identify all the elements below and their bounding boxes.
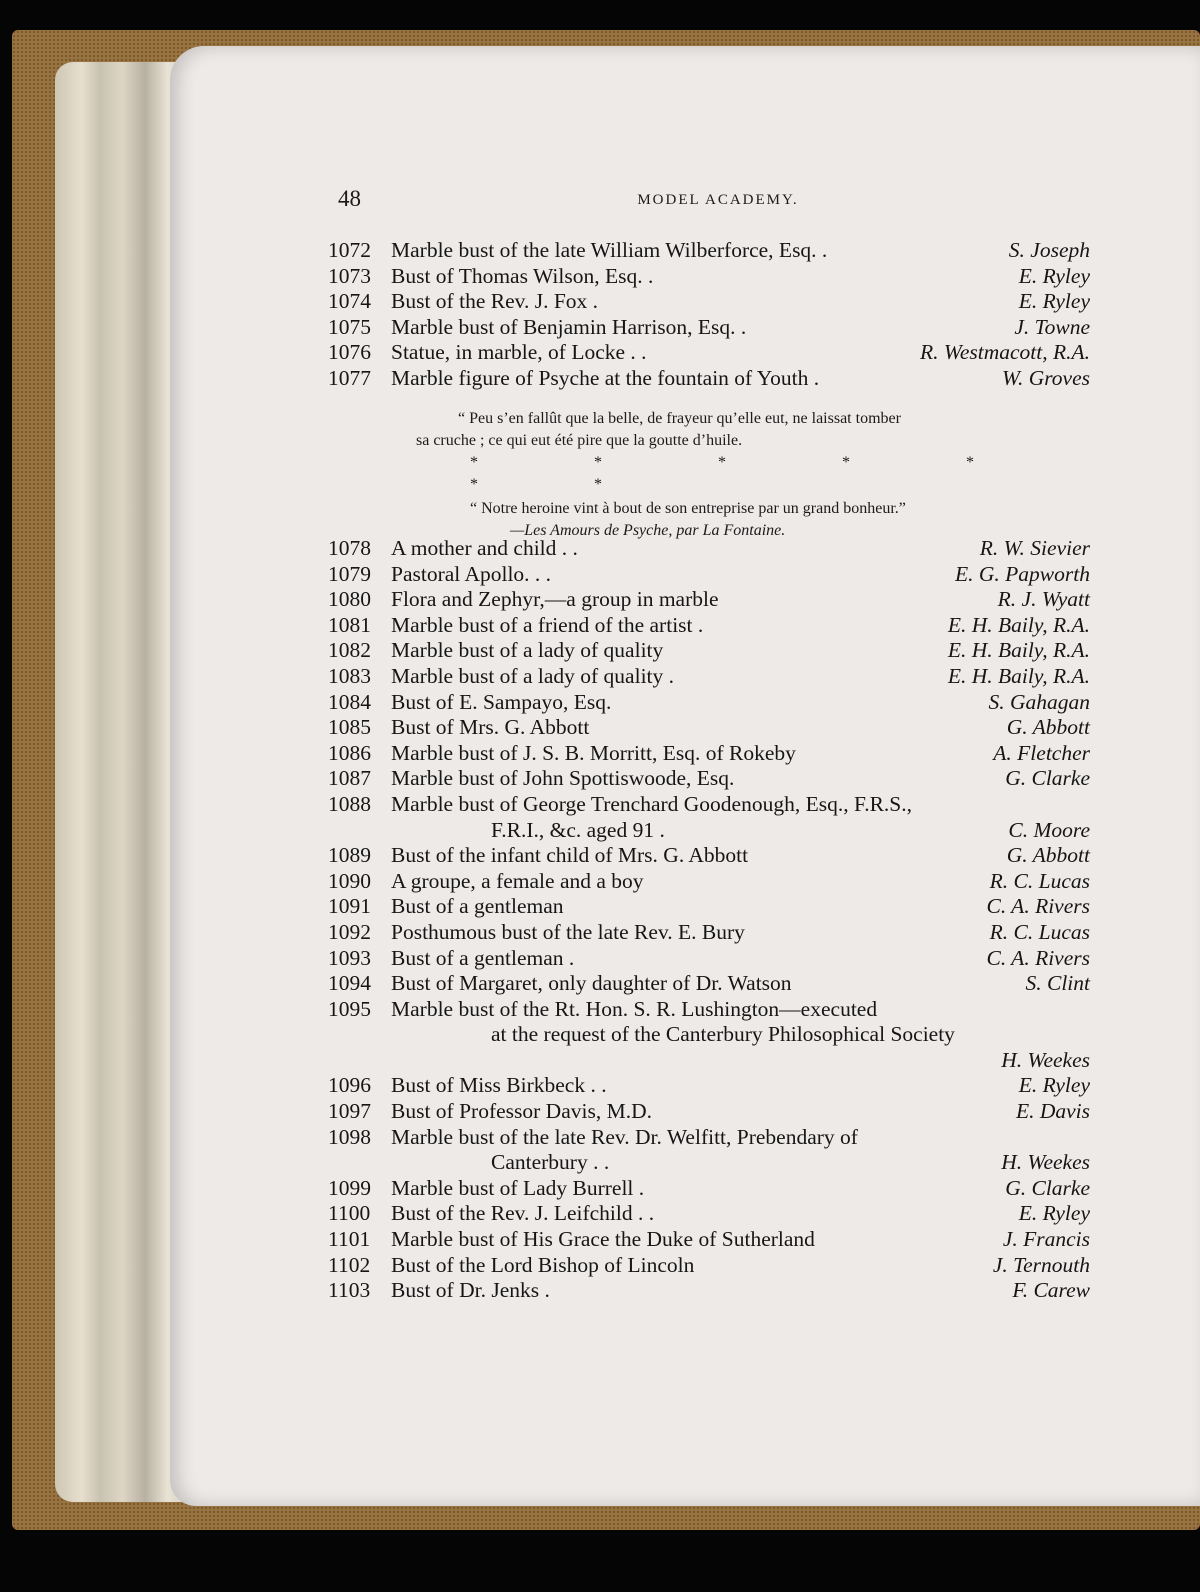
quote-line: sa cruche ; ce qui eut été pire que la goutte d’huile. <box>416 432 743 449</box>
entry-title: Posthumous bust of the late Rev. E. Bury <box>391 919 745 944</box>
catalogue-entry <box>328 1176 1090 1202</box>
catalogue-entry <box>328 562 1090 588</box>
entry-artist: R. W. Sievier <box>979 536 1090 560</box>
entry-artist: A. Fletcher <box>993 740 1090 765</box>
entry-title: Marble bust of a lady of quality <box>391 638 664 663</box>
entry-title: Marble bust of Lady Burrell . <box>391 1175 645 1200</box>
entry-title: Statue, in marble, of Locke . . <box>391 340 647 365</box>
entry-artist: G. Abbott <box>1006 843 1090 868</box>
entry-title: Bust of Professor Davis, M.D. <box>391 1099 652 1124</box>
entry-artist: J. Francis <box>1002 1227 1090 1252</box>
catalogue-entry <box>328 289 1090 315</box>
catalogue-entry <box>328 587 1090 613</box>
entry-artist: R. Westmacott, R.A. <box>920 340 1090 365</box>
entry-artist: J. Ternouth <box>992 1252 1090 1277</box>
catalogue-entry <box>328 638 1090 664</box>
entry-number: 1080 <box>328 587 371 612</box>
entry-number: 1075 <box>328 314 371 339</box>
entry-title: Bust of the infant child of Mrs. G. Abbott <box>391 843 749 868</box>
catalogue-entry <box>328 340 1090 366</box>
catalogue-entries-main <box>328 536 1090 1304</box>
entry-artist: S. Joseph <box>1008 238 1090 262</box>
catalogue-entry <box>328 315 1090 341</box>
quote-stars: * * * * * * * <box>470 454 1030 493</box>
catalogue-entry-continuation <box>328 1048 1090 1074</box>
entry-artist: E. G. Papworth <box>955 561 1090 586</box>
entry-artist: E. H. Baily, R.A. <box>947 638 1090 663</box>
entry-artist: E. H. Baily, R.A. <box>947 663 1090 688</box>
entry-title: Marble bust of a lady of quality . <box>391 663 675 688</box>
entry-number: 1093 <box>328 945 371 970</box>
catalogue-entry <box>328 1125 1090 1151</box>
catalogue-entry <box>328 843 1090 869</box>
catalogue-entry <box>328 1073 1090 1099</box>
entry-number: 1090 <box>328 868 371 893</box>
entry-number: 1101 <box>328 1227 371 1252</box>
entry-number: 1076 <box>328 340 371 365</box>
entry-artist: J. Towne <box>1014 314 1090 339</box>
catalogue-entry <box>328 1253 1090 1279</box>
entry-number: 1084 <box>328 689 371 714</box>
page-number: 48 <box>338 186 361 211</box>
catalogue-entry-continuation <box>328 818 1090 844</box>
quote-attribution: —Les Amours de Psyche, par La Fontaine. <box>510 522 786 539</box>
catalogue-entry <box>328 920 1090 946</box>
entry-title: Marble bust of a friend of the artist . <box>391 612 704 637</box>
entry-artist: C. A. Rivers <box>986 894 1090 919</box>
entry-title: Marble bust of George Trenchard Goodenough, Esq., F.R.S., <box>391 791 913 816</box>
entry-artist: G. Clarke <box>1005 1175 1090 1200</box>
entry-number: 1072 <box>328 238 371 262</box>
entry-title: at the request of the Canterbury Philosophical Society <box>491 1022 955 1047</box>
catalogue-entry-continuation <box>328 1150 1090 1176</box>
entry-title: Bust of Miss Birkbeck . . <box>391 1073 607 1098</box>
catalogue-entry <box>328 536 1090 562</box>
catalogue-entry <box>328 894 1090 920</box>
entry-number: 1082 <box>328 638 371 663</box>
entry-artist: E. Ryley <box>1018 289 1090 314</box>
entry-title: Bust of the Rev. J. Fox . <box>391 289 599 314</box>
entry-title: Bust of the Rev. J. Leifchild . . <box>391 1201 655 1226</box>
entry-artist: E. H. Baily, R.A. <box>947 612 1090 637</box>
catalogue-entry <box>328 690 1090 716</box>
psyche-quotation <box>410 408 1030 542</box>
entry-number: 1074 <box>328 289 371 314</box>
entry-number: 1097 <box>328 1099 371 1124</box>
catalogue-entry <box>328 766 1090 792</box>
catalogue-entry <box>328 1201 1090 1227</box>
quote-line: “ Peu s’en fallût que la belle, de frayeur qu’elle eut, ne laissat tomber <box>458 410 901 427</box>
catalogue-entry <box>328 715 1090 741</box>
entry-number: 1088 <box>328 791 371 816</box>
entry-number: 1095 <box>328 996 371 1021</box>
catalogue-entry <box>328 264 1090 290</box>
entry-artist: C. Moore <box>1008 817 1090 842</box>
entry-number: 1092 <box>328 919 371 944</box>
entry-title: Bust of Mrs. G. Abbott <box>391 715 590 740</box>
entry-artist: H. Weekes <box>1001 1047 1090 1072</box>
entry-title: Marble bust of His Grace the Duke of Sutherland <box>391 1227 815 1252</box>
catalogue-entry <box>328 613 1090 639</box>
entry-number: 1096 <box>328 1073 371 1098</box>
entry-title: Marble bust of the Rt. Hon. S. R. Lushington—executed <box>391 996 878 1021</box>
entry-title: Bust of Margaret, only daughter of Dr. Watson <box>391 971 792 996</box>
entry-artist: S. Gahagan <box>988 689 1090 714</box>
entry-artist: R. J. Wyatt <box>997 587 1090 612</box>
entry-artist: G. Clarke <box>1005 766 1090 791</box>
catalogue-entries-top <box>328 238 1090 392</box>
entry-title: Bust of a gentleman . <box>391 945 575 970</box>
entry-artist: E. Ryley <box>1018 263 1090 288</box>
entry-number: 1078 <box>328 536 371 560</box>
entry-title: Bust of Dr. Jenks . <box>391 1278 550 1303</box>
entry-artist: R. C. Lucas <box>989 868 1090 893</box>
entry-title: Flora and Zephyr,—a group in marble <box>391 587 719 612</box>
entry-title: Pastoral Apollo. . . <box>391 561 552 586</box>
catalogue-entry <box>328 792 1090 818</box>
catalogue-entry <box>328 946 1090 972</box>
entry-title: Marble bust of the late William Wilberforce, Esq. . <box>391 238 828 262</box>
entry-artist: E. Davis <box>1015 1099 1090 1124</box>
catalogue-entry <box>328 1278 1090 1304</box>
catalogue-entry <box>328 741 1090 767</box>
entry-number: 1081 <box>328 612 371 637</box>
catalogue-entry <box>328 869 1090 895</box>
catalogue-entry <box>328 366 1090 392</box>
entry-number: 1091 <box>328 894 371 919</box>
entry-title: Bust of E. Sampayo, Esq. <box>391 689 612 714</box>
entry-title: Marble bust of J. S. B. Morritt, Esq. of Rokeby <box>391 740 796 765</box>
entry-number: 1086 <box>328 740 371 765</box>
entry-title: A mother and child . . <box>391 536 578 560</box>
entry-title: Bust of Thomas Wilson, Esq. . <box>391 263 654 288</box>
entry-number: 1073 <box>328 263 371 288</box>
catalogue-entry <box>328 1227 1090 1253</box>
entry-artist: E. Ryley <box>1018 1073 1090 1098</box>
catalogue-entry <box>328 664 1090 690</box>
entry-title: A groupe, a female and a boy <box>391 868 644 893</box>
catalogue-entry <box>328 997 1090 1023</box>
entry-artist: W. Groves <box>1002 365 1090 390</box>
entry-title: Marble bust of John Spottiswoode, Esq. <box>391 766 735 791</box>
entry-artist: C. A. Rivers <box>986 945 1090 970</box>
entry-artist: G. Abbott <box>1006 715 1090 740</box>
entry-artist: S. Clint <box>1025 971 1090 996</box>
entry-number: 1079 <box>328 561 371 586</box>
entry-number: 1102 <box>328 1252 371 1277</box>
running-head <box>338 186 1098 216</box>
entry-artist: F. Carew <box>1012 1278 1090 1303</box>
entry-title: F.R.I., &c. aged 91 . <box>491 817 665 842</box>
entry-number: 1099 <box>328 1175 371 1200</box>
entry-title: Marble bust of the late Rev. Dr. Welfitt, Prebendary of <box>391 1124 858 1149</box>
running-title: MODEL ACADEMY. <box>637 192 799 208</box>
entry-number: 1100 <box>328 1201 371 1226</box>
entry-number: 1085 <box>328 715 371 740</box>
entry-artist: E. Ryley <box>1018 1201 1090 1226</box>
entry-number: 1087 <box>328 766 371 791</box>
entry-title: Marble bust of Benjamin Harrison, Esq. . <box>391 314 747 339</box>
entry-title: Bust of the Lord Bishop of Lincoln <box>391 1252 695 1277</box>
entry-number: 1103 <box>328 1278 371 1303</box>
entry-number: 1083 <box>328 663 371 688</box>
entry-artist: H. Weekes <box>1001 1150 1090 1175</box>
entry-number: 1094 <box>328 971 371 996</box>
entry-title: Canterbury . . <box>491 1150 610 1175</box>
quote-line: “ Notre heroine vint à bout de son entreprise par un grand bonheur.” <box>470 500 906 517</box>
entry-number: 1089 <box>328 843 371 868</box>
entry-number: 1077 <box>328 365 371 390</box>
catalogue-entry <box>328 1099 1090 1125</box>
entry-title: Bust of a gentleman <box>391 894 564 919</box>
entry-title: Marble figure of Psyche at the fountain of Youth . <box>391 365 820 390</box>
catalogue-entry-continuation <box>328 1022 1090 1048</box>
entry-number: 1098 <box>328 1124 371 1149</box>
catalogue-entry <box>328 238 1090 264</box>
catalogue-entry <box>328 971 1090 997</box>
entry-artist: R. C. Lucas <box>989 919 1090 944</box>
